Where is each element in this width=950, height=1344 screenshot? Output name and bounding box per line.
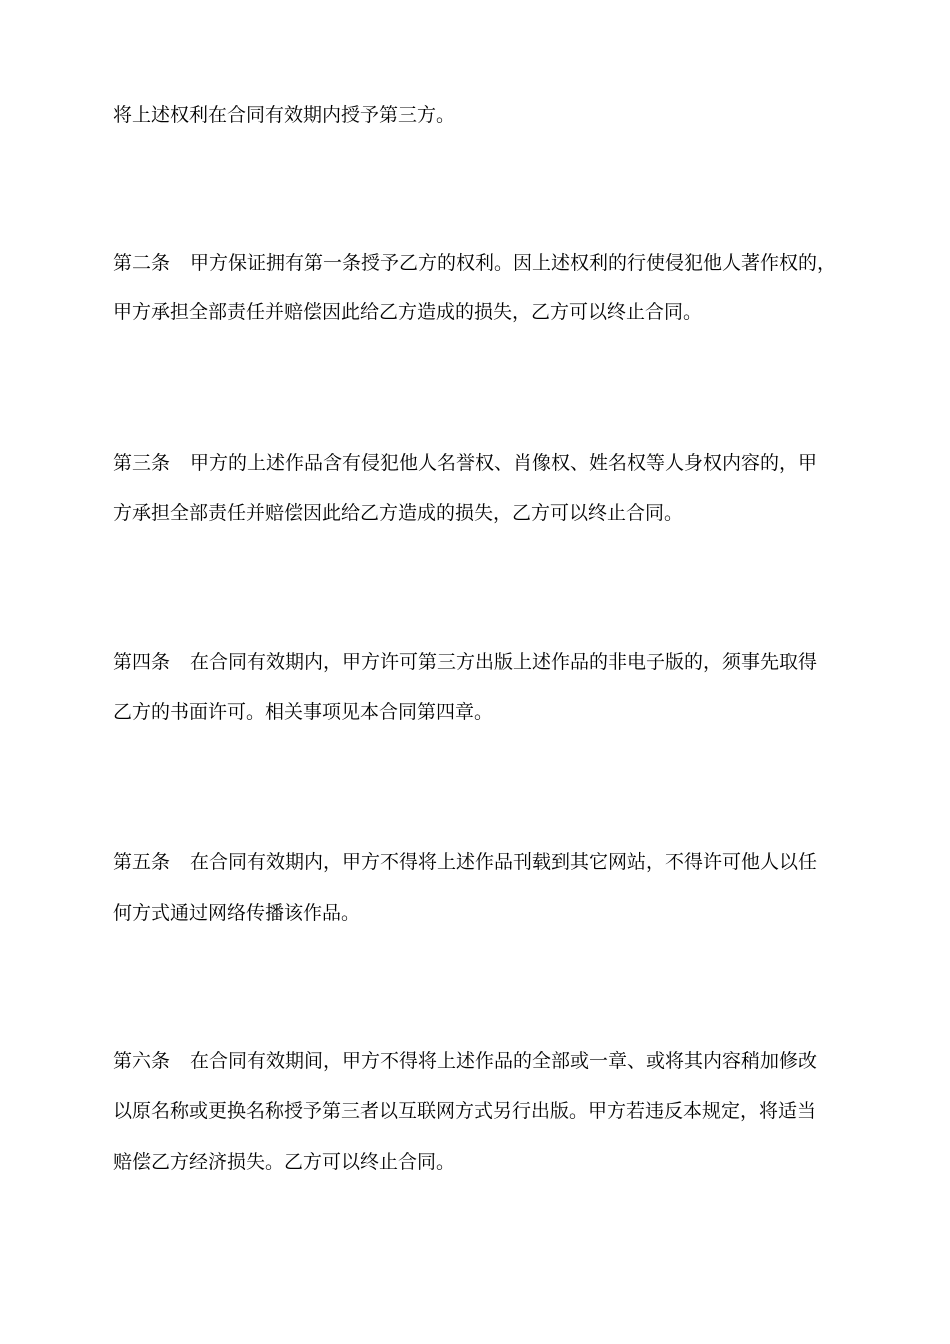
text-line: 赔偿乙方经济损失。乙方可以终止合同。 [113, 1151, 456, 1173]
article-2-line-2 [113, 300, 853, 324]
article-5-line-2 [113, 901, 853, 925]
text-line: 以原名称或更换名称授予第三者以互联网方式另行出版。甲方若违反本规定，将适当 [113, 1100, 817, 1122]
text-line: 在合同有效期内，甲方不得将上述作品刊载到其它网站，不得许可他人以任 [190, 851, 818, 873]
article-6-line-1 [113, 1049, 853, 1073]
article-number: 第二条 [113, 252, 171, 274]
paragraph-continuation-line [113, 103, 853, 127]
article-3-line-2 [113, 501, 853, 525]
article-number: 第六条 [113, 1050, 171, 1072]
article-number: 第三条 [113, 452, 171, 474]
article-4-line-1 [113, 650, 853, 674]
text-line: 乙方的书面许可。相关事项见本合同第四章。 [113, 701, 494, 723]
article-number: 第五条 [113, 851, 171, 873]
text-line: 甲方的上述作品含有侵犯他人名誉权、肖像权、姓名权等人身权内容的，甲 [190, 452, 818, 474]
text-line: 方承担全部责任并赔偿因此给乙方造成的损失，乙方可以终止合同。 [113, 502, 684, 524]
article-6-line-2 [113, 1099, 853, 1123]
article-5-line-1 [113, 850, 853, 874]
article-2-line-1 [113, 251, 853, 275]
article-number: 第四条 [113, 651, 171, 673]
text-line: 在合同有效期间，甲方不得将上述作品的全部或一章、或将其内容稍加修改 [190, 1050, 818, 1072]
text-line: 在合同有效期内，甲方许可第三方出版上述作品的非电子版的，须事先取得 [190, 651, 818, 673]
text-line: 将上述权利在合同有效期内授予第三方。 [113, 104, 456, 126]
article-4-line-2 [113, 700, 853, 724]
article-6-line-3 [113, 1150, 853, 1174]
article-3-line-1 [113, 451, 853, 475]
text-line: 甲方承担全部责任并赔偿因此给乙方造成的损失，乙方可以终止合同。 [113, 301, 703, 323]
text-line: 何方式通过网络传播该作品。 [113, 902, 361, 924]
text-line: 甲方保证拥有第一条授予乙方的权利。因上述权利的行使侵犯他人著作权的， [190, 252, 837, 274]
